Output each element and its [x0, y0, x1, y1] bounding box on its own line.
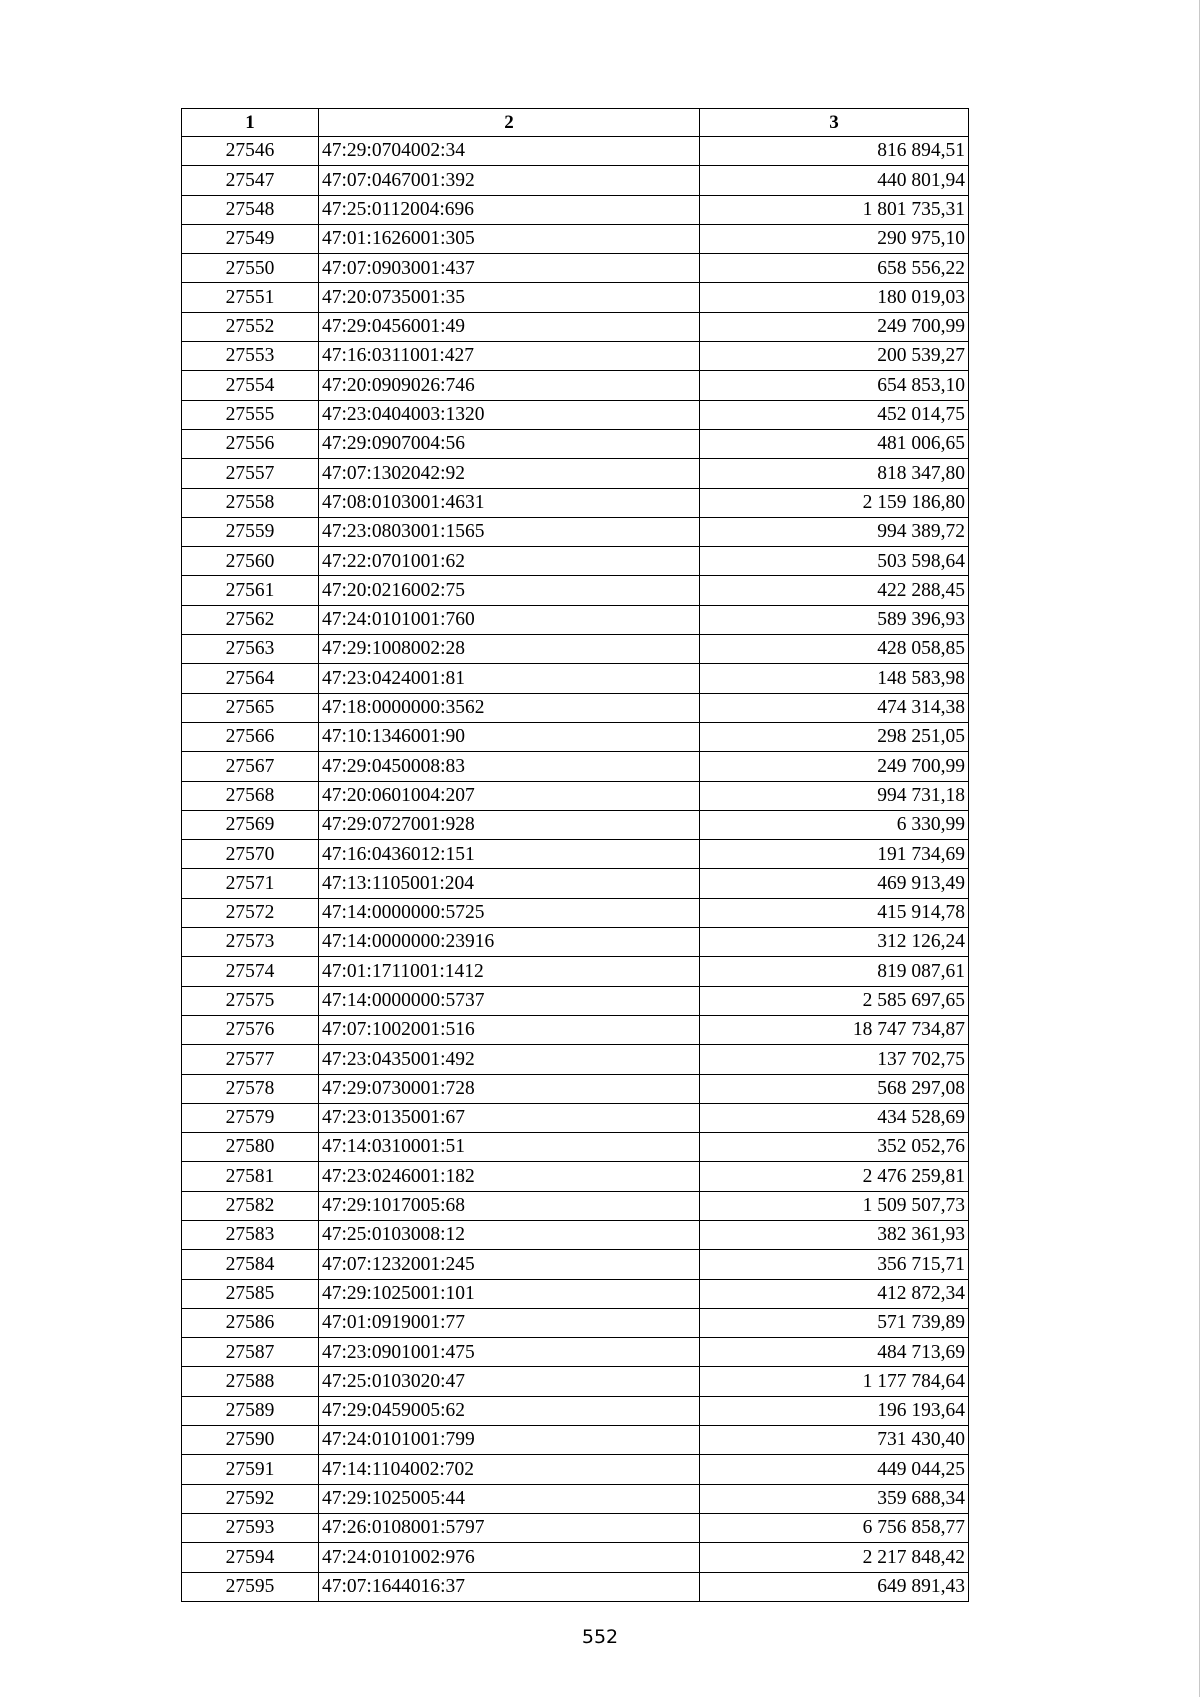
- table-row: [182, 459, 969, 488]
- value-cell: 200 539,27: [700, 342, 969, 371]
- cadastral-number-cell: 47:25:0103008:12: [319, 1220, 700, 1249]
- cadastral-number-cell: 47:22:0701001:62: [319, 547, 700, 576]
- value-cell: 2 476 259,81: [700, 1162, 969, 1191]
- cadastral-number-cell: 47:29:1017005:68: [319, 1191, 700, 1220]
- row-number-cell: 27595: [182, 1572, 319, 1601]
- cadastral-number-cell: 47:01:1626001:305: [319, 224, 700, 253]
- table-row: [182, 1543, 969, 1572]
- table-row: [182, 1426, 969, 1455]
- data-table: [181, 108, 969, 1602]
- row-number-cell: 27553: [182, 342, 319, 371]
- cadastral-number-cell: 47:23:0135001:67: [319, 1103, 700, 1132]
- value-cell: 6 756 858,77: [700, 1513, 969, 1542]
- table-row: [182, 810, 969, 839]
- cadastral-number-cell: 47:01:0919001:77: [319, 1308, 700, 1337]
- cadastral-number-cell: 47:29:0450008:83: [319, 752, 700, 781]
- value-cell: 481 006,65: [700, 429, 969, 458]
- cadastral-number-cell: 47:29:1008002:28: [319, 635, 700, 664]
- table-row: [182, 1103, 969, 1132]
- value-cell: 148 583,98: [700, 664, 969, 693]
- table-row: [182, 1074, 969, 1103]
- value-cell: 440 801,94: [700, 166, 969, 195]
- row-number-cell: 27577: [182, 1045, 319, 1074]
- value-cell: 1 801 735,31: [700, 195, 969, 224]
- cadastral-number-cell: 47:07:0467001:392: [319, 166, 700, 195]
- cadastral-number-cell: 47:25:0112004:696: [319, 195, 700, 224]
- value-cell: 474 314,38: [700, 693, 969, 722]
- value-cell: 994 731,18: [700, 781, 969, 810]
- value-cell: 2 585 697,65: [700, 986, 969, 1015]
- value-cell: 503 598,64: [700, 547, 969, 576]
- value-cell: 469 913,49: [700, 869, 969, 898]
- row-number-cell: 27583: [182, 1220, 319, 1249]
- value-cell: 428 058,85: [700, 635, 969, 664]
- value-cell: 571 739,89: [700, 1308, 969, 1337]
- table-row: [182, 1484, 969, 1513]
- row-number-cell: 27571: [182, 869, 319, 898]
- row-number-cell: 27569: [182, 810, 319, 839]
- value-cell: 649 891,43: [700, 1572, 969, 1601]
- value-cell: 359 688,34: [700, 1484, 969, 1513]
- cadastral-number-cell: 47:20:0909026:746: [319, 371, 700, 400]
- cadastral-number-cell: 47:16:0436012:151: [319, 840, 700, 869]
- cadastral-number-cell: 47:24:0101001:760: [319, 605, 700, 634]
- row-number-cell: 27550: [182, 254, 319, 283]
- table-row: [182, 166, 969, 195]
- row-number-cell: 27554: [182, 371, 319, 400]
- table-row: [182, 1338, 969, 1367]
- row-number-cell: 27547: [182, 166, 319, 195]
- row-number-cell: 27565: [182, 693, 319, 722]
- row-number-cell: 27555: [182, 400, 319, 429]
- row-number-cell: 27587: [182, 1338, 319, 1367]
- cadastral-number-cell: 47:23:0404003:1320: [319, 400, 700, 429]
- value-cell: 422 288,45: [700, 576, 969, 605]
- value-cell: 484 713,69: [700, 1338, 969, 1367]
- row-number-cell: 27594: [182, 1543, 319, 1572]
- cadastral-number-cell: 47:29:1025001:101: [319, 1279, 700, 1308]
- row-number-cell: 27593: [182, 1513, 319, 1542]
- table-row: [182, 635, 969, 664]
- table-row: [182, 1308, 969, 1337]
- row-number-cell: 27556: [182, 429, 319, 458]
- table-row: [182, 1367, 969, 1396]
- table-row: [182, 1455, 969, 1484]
- cadastral-number-cell: 47:23:0901001:475: [319, 1338, 700, 1367]
- value-cell: 654 853,10: [700, 371, 969, 400]
- value-cell: 249 700,99: [700, 312, 969, 341]
- table-row: [182, 400, 969, 429]
- table-row: [182, 986, 969, 1015]
- table-row: [182, 898, 969, 927]
- cadastral-number-cell: 47:07:1302042:92: [319, 459, 700, 488]
- table-row: [182, 781, 969, 810]
- value-cell: 819 087,61: [700, 957, 969, 986]
- table-row: [182, 722, 969, 751]
- table-row: [182, 1133, 969, 1162]
- cadastral-number-cell: 47:07:1644016:37: [319, 1572, 700, 1601]
- cadastral-number-cell: 47:08:0103001:4631: [319, 488, 700, 517]
- row-number-cell: 27584: [182, 1250, 319, 1279]
- row-number-cell: 27589: [182, 1396, 319, 1425]
- cadastral-number-cell: 47:29:0727001:928: [319, 810, 700, 839]
- value-cell: 18 747 734,87: [700, 1015, 969, 1044]
- column-header-2: 2: [319, 109, 700, 137]
- row-number-cell: 27581: [182, 1162, 319, 1191]
- row-number-cell: 27558: [182, 488, 319, 517]
- table-row: [182, 429, 969, 458]
- cadastral-number-cell: 47:07:1002001:516: [319, 1015, 700, 1044]
- row-number-cell: 27562: [182, 605, 319, 634]
- table-row: [182, 517, 969, 546]
- cadastral-number-cell: 47:13:1105001:204: [319, 869, 700, 898]
- row-number-cell: 27590: [182, 1426, 319, 1455]
- value-cell: 568 297,08: [700, 1074, 969, 1103]
- row-number-cell: 27560: [182, 547, 319, 576]
- row-number-cell: 27585: [182, 1279, 319, 1308]
- cadastral-number-cell: 47:14:1104002:702: [319, 1455, 700, 1484]
- value-cell: 356 715,71: [700, 1250, 969, 1279]
- cadastral-number-cell: 47:14:0310001:51: [319, 1133, 700, 1162]
- value-cell: 434 528,69: [700, 1103, 969, 1132]
- table-row: [182, 488, 969, 517]
- row-number-cell: 27592: [182, 1484, 319, 1513]
- value-cell: 731 430,40: [700, 1426, 969, 1455]
- cadastral-number-cell: 47:29:0704002:34: [319, 137, 700, 166]
- value-cell: 449 044,25: [700, 1455, 969, 1484]
- row-number-cell: 27579: [182, 1103, 319, 1132]
- cadastral-number-cell: 47:10:1346001:90: [319, 722, 700, 751]
- cadastral-number-cell: 47:20:0735001:35: [319, 283, 700, 312]
- value-cell: 452 014,75: [700, 400, 969, 429]
- row-number-cell: 27573: [182, 928, 319, 957]
- value-cell: 816 894,51: [700, 137, 969, 166]
- table-row: [182, 1162, 969, 1191]
- row-number-cell: 27570: [182, 840, 319, 869]
- table-row: [182, 693, 969, 722]
- row-number-cell: 27563: [182, 635, 319, 664]
- row-number-cell: 27582: [182, 1191, 319, 1220]
- column-header-3: 3: [700, 109, 969, 137]
- row-number-cell: 27572: [182, 898, 319, 927]
- table-row: [182, 1015, 969, 1044]
- table-row: [182, 840, 969, 869]
- row-number-cell: 27568: [182, 781, 319, 810]
- table-row: [182, 283, 969, 312]
- table-row: [182, 869, 969, 898]
- column-header-1: 1: [182, 109, 319, 137]
- cadastral-number-cell: 47:26:0108001:5797: [319, 1513, 700, 1542]
- row-number-cell: 27552: [182, 312, 319, 341]
- table-body: [182, 137, 969, 1602]
- table-row: [182, 1572, 969, 1601]
- table-row: [182, 224, 969, 253]
- row-number-cell: 27586: [182, 1308, 319, 1337]
- table-row: [182, 752, 969, 781]
- cadastral-number-cell: 47:07:0903001:437: [319, 254, 700, 283]
- cadastral-number-cell: 47:16:0311001:427: [319, 342, 700, 371]
- row-number-cell: 27548: [182, 195, 319, 224]
- row-number-cell: 27561: [182, 576, 319, 605]
- table-row: [182, 195, 969, 224]
- table-row: [182, 928, 969, 957]
- table-row: [182, 312, 969, 341]
- row-number-cell: 27578: [182, 1074, 319, 1103]
- cadastral-number-cell: 47:25:0103020:47: [319, 1367, 700, 1396]
- value-cell: 1 177 784,64: [700, 1367, 969, 1396]
- table-row: [182, 342, 969, 371]
- table-row: [182, 576, 969, 605]
- table-header-row: [182, 109, 969, 137]
- cadastral-number-cell: 47:23:0424001:81: [319, 664, 700, 693]
- cadastral-number-cell: 47:29:1025005:44: [319, 1484, 700, 1513]
- table-row: [182, 137, 969, 166]
- value-cell: 298 251,05: [700, 722, 969, 751]
- cadastral-number-cell: 47:24:0101002:976: [319, 1543, 700, 1572]
- value-cell: 2 159 186,80: [700, 488, 969, 517]
- value-cell: 290 975,10: [700, 224, 969, 253]
- table-row: [182, 1279, 969, 1308]
- value-cell: 180 019,03: [700, 283, 969, 312]
- value-cell: 1 509 507,73: [700, 1191, 969, 1220]
- cadastral-number-cell: 47:07:1232001:245: [319, 1250, 700, 1279]
- cadastral-number-cell: 47:18:0000000:3562: [319, 693, 700, 722]
- value-cell: 818 347,80: [700, 459, 969, 488]
- cadastral-number-cell: 47:14:0000000:5725: [319, 898, 700, 927]
- table-row: [182, 1045, 969, 1074]
- cadastral-number-cell: 47:01:1711001:1412: [319, 957, 700, 986]
- table-row: [182, 371, 969, 400]
- cadastral-number-cell: 47:29:0907004:56: [319, 429, 700, 458]
- value-cell: 415 914,78: [700, 898, 969, 927]
- row-number-cell: 27580: [182, 1133, 319, 1162]
- table-row: [182, 254, 969, 283]
- cadastral-number-cell: 47:14:0000000:23916: [319, 928, 700, 957]
- table-row: [182, 1396, 969, 1425]
- cadastral-number-cell: 47:23:0435001:492: [319, 1045, 700, 1074]
- cadastral-number-cell: 47:23:0246001:182: [319, 1162, 700, 1191]
- row-number-cell: 27575: [182, 986, 319, 1015]
- value-cell: 249 700,99: [700, 752, 969, 781]
- value-cell: 6 330,99: [700, 810, 969, 839]
- value-cell: 352 052,76: [700, 1133, 969, 1162]
- row-number-cell: 27591: [182, 1455, 319, 1484]
- row-number-cell: 27564: [182, 664, 319, 693]
- value-cell: 589 396,93: [700, 605, 969, 634]
- row-number-cell: 27566: [182, 722, 319, 751]
- value-cell: 994 389,72: [700, 517, 969, 546]
- value-cell: 137 702,75: [700, 1045, 969, 1074]
- cadastral-number-cell: 47:29:0730001:728: [319, 1074, 700, 1103]
- table-row: [182, 957, 969, 986]
- value-cell: 382 361,93: [700, 1220, 969, 1249]
- row-number-cell: 27588: [182, 1367, 319, 1396]
- page-number: 552: [581, 1626, 619, 1648]
- cadastral-number-cell: 47:23:0803001:1565: [319, 517, 700, 546]
- cadastral-number-cell: 47:24:0101001:799: [319, 1426, 700, 1455]
- table-row: [182, 1250, 969, 1279]
- row-number-cell: 27549: [182, 224, 319, 253]
- table-row: [182, 605, 969, 634]
- row-number-cell: 27557: [182, 459, 319, 488]
- cadastral-number-cell: 47:29:0459005:62: [319, 1396, 700, 1425]
- value-cell: 2 217 848,42: [700, 1543, 969, 1572]
- table-row: [182, 547, 969, 576]
- row-number-cell: 27551: [182, 283, 319, 312]
- value-cell: 312 126,24: [700, 928, 969, 957]
- value-cell: 196 193,64: [700, 1396, 969, 1425]
- cadastral-number-cell: 47:20:0601004:207: [319, 781, 700, 810]
- table-row: [182, 1220, 969, 1249]
- row-number-cell: 27574: [182, 957, 319, 986]
- cadastral-number-cell: 47:14:0000000:5737: [319, 986, 700, 1015]
- table-row: [182, 664, 969, 693]
- row-number-cell: 27546: [182, 137, 319, 166]
- row-number-cell: 27567: [182, 752, 319, 781]
- value-cell: 191 734,69: [700, 840, 969, 869]
- cadastral-number-cell: 47:29:0456001:49: [319, 312, 700, 341]
- value-cell: 658 556,22: [700, 254, 969, 283]
- value-cell: 412 872,34: [700, 1279, 969, 1308]
- cadastral-number-cell: 47:20:0216002:75: [319, 576, 700, 605]
- table-row: [182, 1191, 969, 1220]
- row-number-cell: 27576: [182, 1015, 319, 1044]
- table-row: [182, 1513, 969, 1542]
- row-number-cell: 27559: [182, 517, 319, 546]
